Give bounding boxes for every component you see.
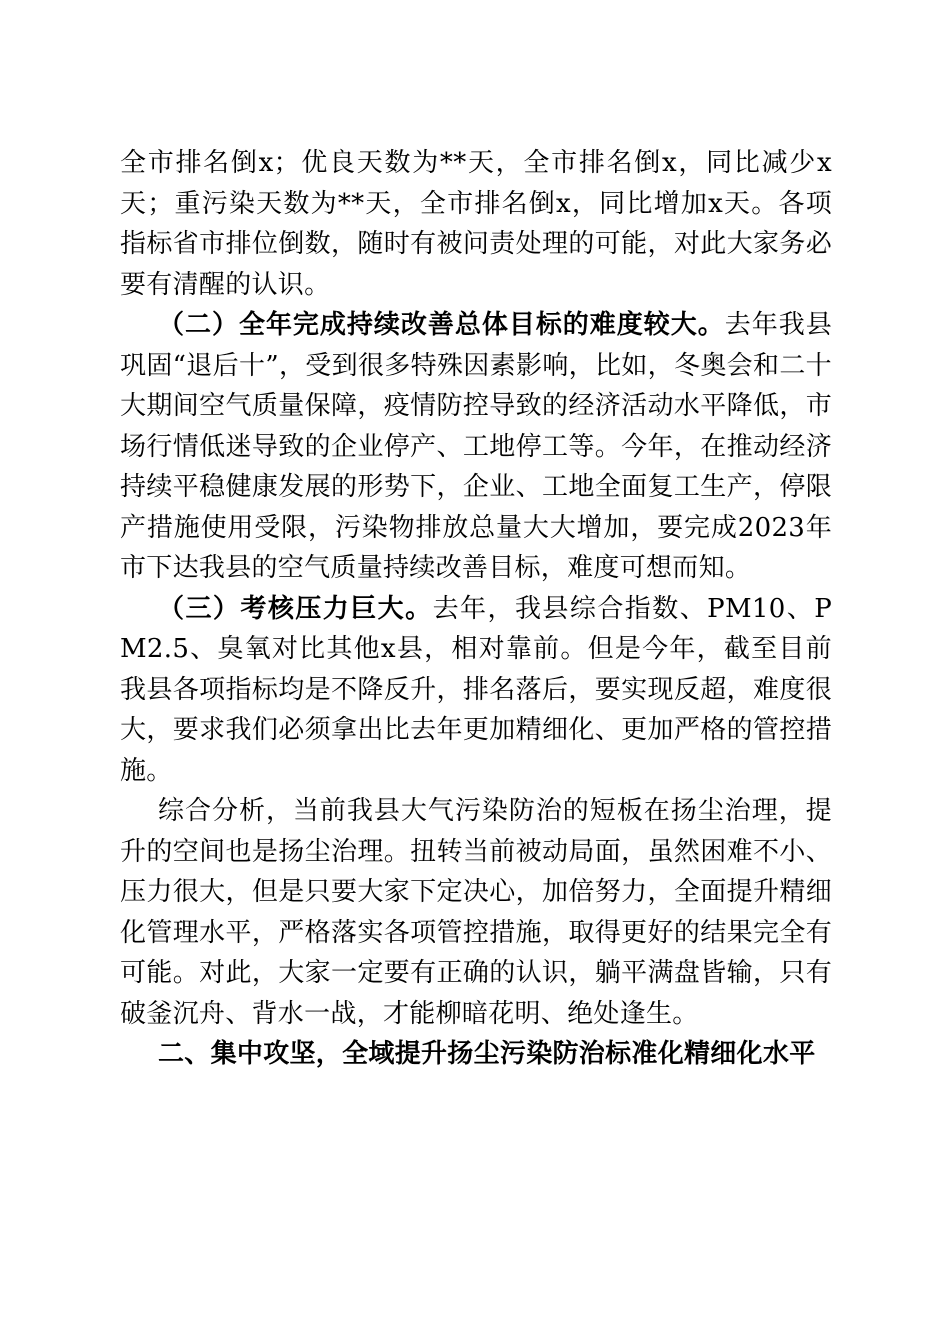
paragraph-text: 全市排名倒x；优良天数为**天，全市排名倒x，同比减少x天；重污染天数为**天，全市排名倒x，同比增加x天。各项指标省市排位倒数，随时有被问责处理的可能，对此大家务必要有清醒的认识。: [120, 148, 832, 300]
paragraph-difficulty: [120, 305, 832, 589]
paragraph-text: 去年，我县综合指数、PM10、PM2.5、臭氧对比其他x县，相对靠前。但是今年，截至目前我县各项指标均是不降反升，排名落后，要实现反超，难度很大，要求我们必须拿出比去年更加精细化、更加严格的管控措施。: [120, 593, 832, 786]
paragraph-pressure: [120, 589, 832, 792]
paragraph-text: 综合分析，当前我县大气污染防治的短板在扬尘治理，提升的空间也是扬尘治理。扭转当前被动局面，虽然困难不小、压力很大，但是只要大家下定决心，加倍努力，全面提升精细化管理水平，严格落实各项管控措施，取得更好的结果完全有可能。对此，大家一定要有正确的认识，躺平满盘皆输，只有破釜沉舟、背水一战，才能柳暗花明、绝处逢生。: [120, 796, 832, 1029]
section-heading: 二、集中攻坚，全域提升扬尘污染防治标准化精细化水平: [158, 1039, 816, 1069]
paragraph-text: 去年我县巩固“退后十”，受到很多特殊因素影响，比如，冬奥会和二十大期间空气质量保障，疫情防控导致的经济活动水平降低，市场行情低迷导致的企业停产、工地停工等。今年，在推动经济持续平稳健康发展的形势下，企业、工地全面复工生产，停限产措施使用受限，污染物排放总量大大增加，要完成2023年市下达我县的空气质量持续改善目标，难度可想而知。: [120, 310, 832, 583]
sub-heading-3: （三）考核压力巨大。: [158, 593, 433, 624]
document-page: [120, 143, 832, 1075]
paragraph-continued: [120, 143, 832, 305]
paragraph-summary: [120, 791, 832, 1034]
sub-heading-2: （二）全年完成持续改善总体目标的难度较大。: [158, 310, 725, 340]
